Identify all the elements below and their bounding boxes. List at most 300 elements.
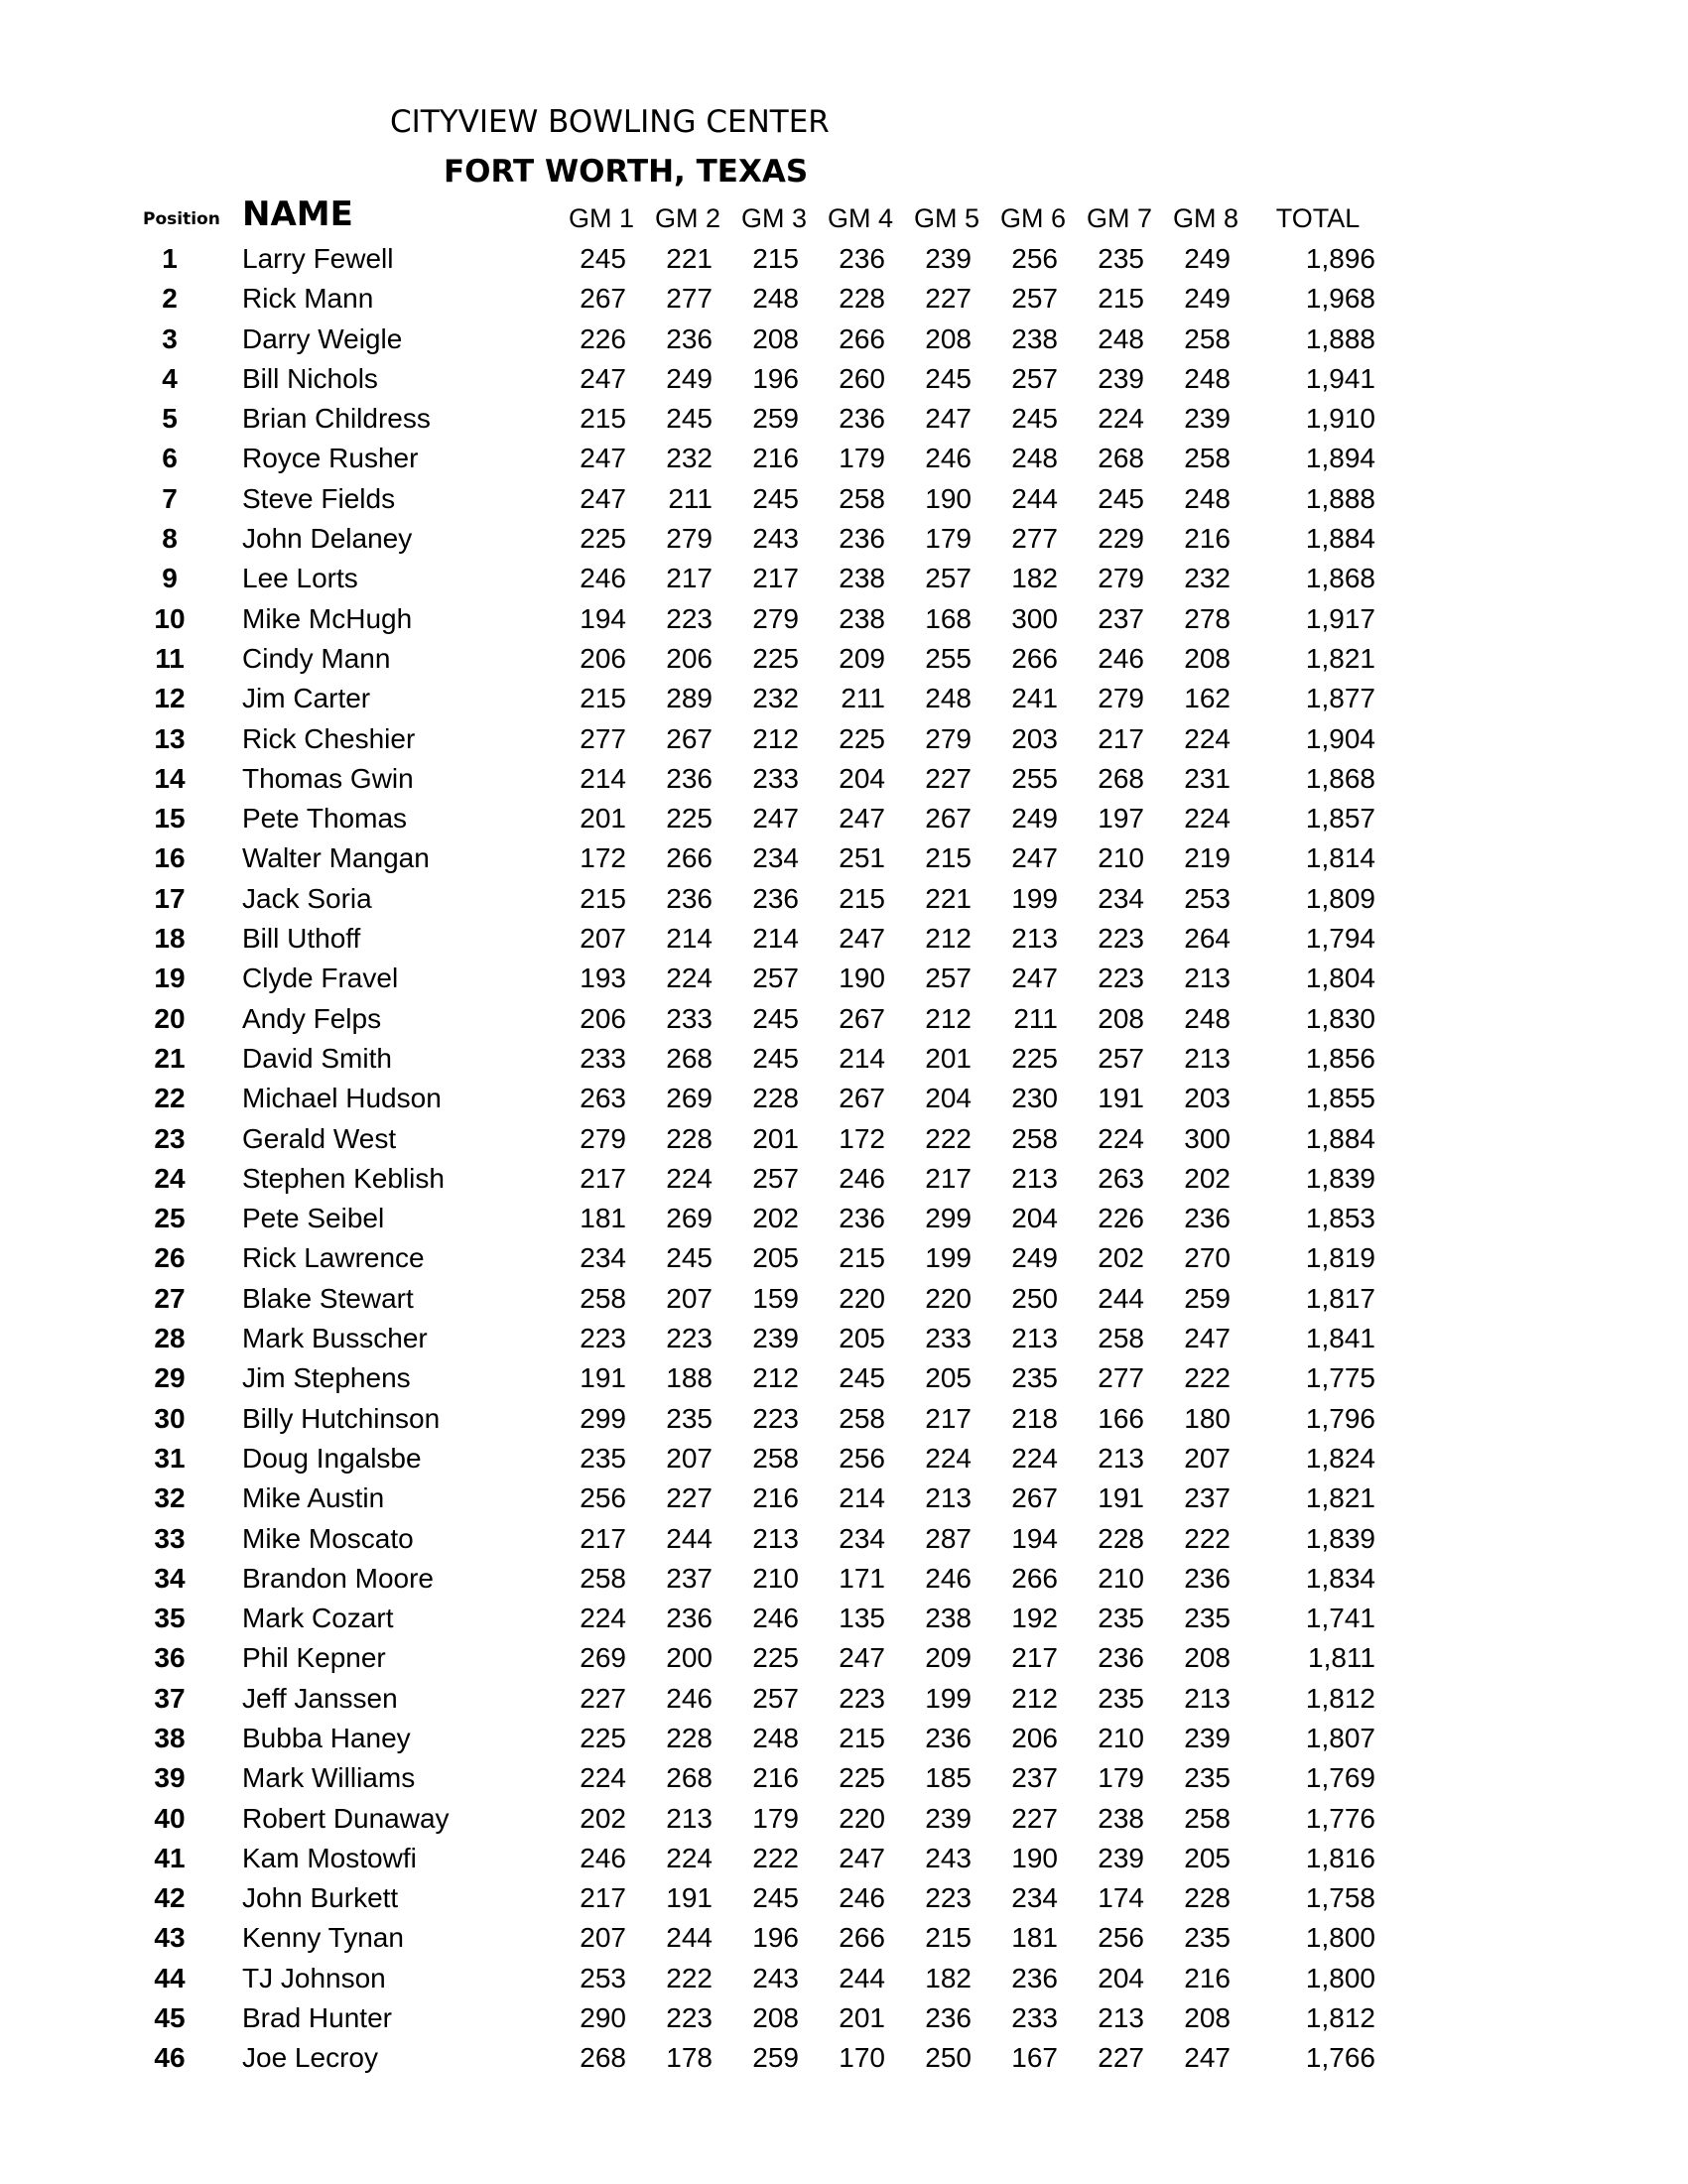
row-game-1-score: 247 (580, 443, 626, 474)
row-game-2-score: 207 (666, 1442, 713, 1474)
row-total: 1,839 (1305, 1522, 1375, 1554)
row-game-1-score: 227 (580, 1682, 626, 1714)
row-name: John Burkett (242, 1882, 399, 1914)
row-game-5-score: 185 (925, 1762, 972, 1794)
column-header-gm6: GM 6 (999, 203, 1066, 233)
table-row (0, 678, 1688, 717)
table-row (0, 1477, 1688, 1517)
table-row (0, 558, 1688, 597)
table-row (0, 438, 1688, 477)
row-game-2-score: 188 (666, 1362, 713, 1394)
row-game-1-score: 269 (580, 1642, 626, 1674)
table-row (0, 398, 1688, 438)
row-game-6-score: 247 (1011, 963, 1058, 994)
row-game-6-score: 277 (1011, 523, 1058, 555)
row-game-6-score: 249 (1011, 803, 1058, 835)
row-name: Thomas Gwin (242, 762, 414, 794)
row-game-6-score: 194 (1011, 1522, 1058, 1554)
row-game-8-score: 239 (1184, 1722, 1231, 1753)
row-game-2-score: 245 (666, 1242, 713, 1274)
row-name: Cindy Mann (242, 642, 391, 674)
row-position: 14 (154, 762, 186, 794)
row-game-6-score: 199 (1011, 882, 1058, 914)
row-position: 32 (154, 1482, 186, 1514)
row-game-1-score: 225 (580, 1722, 626, 1753)
row-name: Jack Soria (242, 882, 372, 914)
row-game-7-score: 238 (1098, 1802, 1144, 1834)
row-game-8-score: 258 (1184, 443, 1231, 474)
row-position: 33 (154, 1522, 186, 1554)
row-game-2-score: 244 (666, 1922, 713, 1954)
row-game-6-score: 230 (1011, 1083, 1058, 1114)
row-game-5-score: 245 (925, 362, 972, 394)
row-game-1-score: 246 (580, 1842, 626, 1873)
row-game-5-score: 227 (925, 283, 972, 315)
row-game-3-score: 243 (752, 523, 799, 555)
row-game-4-score: 220 (839, 1802, 885, 1834)
row-game-2-score: 225 (666, 803, 713, 835)
column-header-gm1: GM 1 (568, 203, 634, 233)
row-position: 4 (162, 362, 178, 394)
row-position: 28 (154, 1323, 186, 1354)
row-game-8-score: 208 (1184, 2002, 1231, 2034)
row-game-7-score: 258 (1098, 1323, 1144, 1354)
table-row (0, 638, 1688, 678)
row-name: Kam Mostowfi (242, 1842, 417, 1873)
row-name: Brad Hunter (242, 2002, 392, 2034)
row-game-2-score: 222 (666, 1962, 713, 1993)
row-game-8-score: 248 (1184, 362, 1231, 394)
row-game-5-score: 208 (925, 322, 972, 354)
row-game-8-score: 249 (1184, 283, 1231, 315)
row-game-3-score: 258 (752, 1442, 799, 1474)
row-game-1-score: 215 (580, 403, 626, 435)
row-game-2-score: 233 (666, 1002, 713, 1034)
row-game-5-score: 246 (925, 443, 972, 474)
row-total: 1,834 (1305, 1562, 1375, 1594)
row-game-6-score: 244 (1011, 482, 1058, 514)
row-game-7-score: 210 (1098, 1562, 1144, 1594)
row-game-4-score: 135 (839, 1603, 885, 1634)
row-position: 2 (162, 283, 178, 315)
row-game-7-score: 239 (1098, 1842, 1144, 1873)
row-game-3-score: 208 (752, 2002, 799, 2034)
row-name: Mark Williams (242, 1762, 416, 1794)
row-game-1-score: 225 (580, 523, 626, 555)
row-game-5-score: 220 (925, 1282, 972, 1314)
table-row (0, 238, 1688, 278)
row-game-8-score: 258 (1184, 322, 1231, 354)
row-game-1-score: 279 (580, 1122, 626, 1154)
row-game-1-score: 268 (580, 2042, 626, 2074)
row-game-7-score: 244 (1098, 1282, 1144, 1314)
row-game-3-score: 196 (752, 362, 799, 394)
row-game-3-score: 179 (752, 1802, 799, 1834)
row-game-7-score: 227 (1098, 2042, 1144, 2074)
row-total: 1,807 (1305, 1722, 1375, 1753)
row-game-1-score: 224 (580, 1603, 626, 1634)
row-name: Andy Felps (242, 1002, 382, 1034)
row-game-3-score: 245 (752, 1042, 799, 1074)
row-game-6-score: 203 (1011, 722, 1058, 754)
row-game-8-score: 270 (1184, 1242, 1231, 1274)
table-row (0, 1357, 1688, 1397)
row-game-1-score: 247 (580, 482, 626, 514)
row-game-3-score: 213 (752, 1522, 799, 1554)
table-row (0, 478, 1688, 518)
row-game-1-score: 299 (580, 1402, 626, 1434)
row-game-7-score: 248 (1098, 322, 1144, 354)
table-row (0, 1838, 1688, 1877)
row-game-4-score: 247 (839, 1642, 885, 1674)
column-header-position: Position (143, 209, 220, 229)
row-game-2-score: 289 (666, 683, 713, 714)
row-name: Mark Busscher (242, 1323, 428, 1354)
row-game-3-score: 246 (752, 1603, 799, 1634)
row-total: 1,812 (1305, 2002, 1375, 2034)
row-game-7-score: 191 (1098, 1083, 1144, 1114)
row-game-3-score: 243 (752, 1962, 799, 1993)
row-game-3-score: 208 (752, 322, 799, 354)
row-name: Mark Cozart (242, 1603, 394, 1634)
row-game-3-score: 257 (752, 1162, 799, 1194)
row-game-2-score: 211 (668, 482, 713, 514)
row-total: 1,888 (1305, 482, 1375, 514)
row-position: 21 (154, 1042, 186, 1074)
row-game-8-score: 235 (1184, 1922, 1231, 1954)
row-game-8-score: 237 (1184, 1482, 1231, 1514)
row-game-7-score: 217 (1098, 722, 1144, 754)
row-game-2-score: 245 (666, 403, 713, 435)
row-game-7-score: 235 (1098, 243, 1144, 274)
row-game-8-score: 224 (1184, 803, 1231, 835)
row-game-5-score: 224 (925, 1442, 972, 1474)
table-row (0, 1798, 1688, 1838)
row-game-7-score: 237 (1098, 602, 1144, 634)
row-game-7-score: 279 (1098, 563, 1144, 594)
row-game-3-score: 216 (752, 1762, 799, 1794)
row-game-2-score: 224 (666, 963, 713, 994)
row-game-6-score: 213 (1011, 1162, 1058, 1194)
row-game-7-score: 268 (1098, 762, 1144, 794)
row-total: 1,817 (1305, 1282, 1375, 1314)
row-game-1-score: 193 (580, 963, 626, 994)
row-game-1-score: 234 (580, 1242, 626, 1274)
row-total: 1,896 (1305, 243, 1375, 274)
row-game-4-score: 266 (839, 1922, 885, 1954)
row-name: Jim Stephens (242, 1362, 411, 1394)
table-row (0, 918, 1688, 958)
row-position: 29 (154, 1362, 186, 1394)
row-game-7-score: 268 (1098, 443, 1144, 474)
row-game-6-score: 241 (1011, 683, 1058, 714)
row-name: Pete Thomas (242, 803, 408, 835)
row-game-4-score: 247 (839, 803, 885, 835)
row-game-3-score: 245 (752, 482, 799, 514)
row-game-4-score: 225 (839, 1762, 885, 1794)
row-total: 1,821 (1305, 642, 1375, 674)
row-game-2-score: 227 (666, 1482, 713, 1514)
row-game-2-score: 268 (666, 1762, 713, 1794)
row-game-1-score: 277 (580, 722, 626, 754)
table-row (0, 1237, 1688, 1277)
row-game-8-score: 236 (1184, 1203, 1231, 1234)
row-position: 24 (154, 1162, 186, 1194)
row-total: 1,857 (1305, 803, 1375, 835)
row-game-7-score: 210 (1098, 1722, 1144, 1753)
table-row (0, 1398, 1688, 1438)
row-position: 44 (154, 1962, 186, 1993)
row-game-1-score: 214 (580, 762, 626, 794)
row-game-1-score: 247 (580, 362, 626, 394)
row-game-6-score: 211 (1013, 1002, 1058, 1034)
table-row (0, 278, 1688, 318)
row-game-4-score: 190 (839, 963, 885, 994)
row-game-7-score: 229 (1098, 523, 1144, 555)
row-total: 1,856 (1305, 1042, 1375, 1074)
row-game-6-score: 190 (1011, 1842, 1058, 1873)
row-game-6-score: 237 (1011, 1762, 1058, 1794)
row-game-5-score: 243 (925, 1842, 972, 1873)
row-game-4-score: 204 (839, 762, 885, 794)
row-game-6-score: 248 (1011, 443, 1058, 474)
row-game-7-score: 210 (1098, 842, 1144, 874)
row-game-2-score: 236 (666, 322, 713, 354)
table-row (0, 518, 1688, 558)
row-game-5-score: 248 (925, 683, 972, 714)
row-game-1-score: 207 (580, 1922, 626, 1954)
row-game-7-score: 235 (1098, 1603, 1144, 1634)
row-position: 27 (154, 1282, 186, 1314)
row-game-4-score: 171 (839, 1562, 885, 1594)
row-position: 20 (154, 1002, 186, 1034)
row-name: Doug Ingalsbe (242, 1442, 422, 1474)
standings-table (0, 238, 1688, 2078)
row-total: 1,877 (1305, 683, 1375, 714)
row-name: TJ Johnson (242, 1962, 386, 1993)
row-position: 11 (155, 642, 185, 674)
row-game-8-score: 264 (1184, 923, 1231, 955)
row-position: 19 (154, 963, 186, 994)
row-game-1-score: 206 (580, 1002, 626, 1034)
row-game-4-score: 234 (839, 1522, 885, 1554)
row-position: 36 (154, 1642, 186, 1674)
row-game-7-score: 256 (1098, 1922, 1144, 1954)
row-game-3-score: 212 (752, 1362, 799, 1394)
row-game-3-score: 215 (752, 243, 799, 274)
row-game-2-score: 236 (666, 1603, 713, 1634)
row-game-3-score: 236 (752, 882, 799, 914)
table-row (0, 1997, 1688, 2037)
row-game-7-score: 224 (1098, 1122, 1144, 1154)
row-game-4-score: 258 (839, 482, 885, 514)
row-position: 13 (154, 722, 186, 754)
row-game-5-score: 287 (925, 1522, 972, 1554)
row-game-5-score: 217 (925, 1402, 972, 1434)
row-game-4-score: 238 (839, 602, 885, 634)
row-total: 1,884 (1305, 1122, 1375, 1154)
row-game-2-score: 221 (666, 243, 713, 274)
row-game-1-score: 235 (580, 1442, 626, 1474)
row-game-6-score: 212 (1011, 1682, 1058, 1714)
row-game-4-score: 238 (839, 563, 885, 594)
row-game-8-score: 216 (1184, 523, 1231, 555)
row-game-6-score: 234 (1011, 1882, 1058, 1914)
row-game-8-score: 231 (1184, 762, 1231, 794)
table-row (0, 1637, 1688, 1677)
row-game-8-score: 258 (1184, 1802, 1231, 1834)
row-game-4-score: 251 (839, 842, 885, 874)
row-game-8-score: 247 (1184, 1323, 1231, 1354)
row-game-4-score: 236 (839, 243, 885, 274)
row-game-2-score: 213 (666, 1802, 713, 1834)
row-game-2-score: 214 (666, 923, 713, 955)
row-game-5-score: 204 (925, 1083, 972, 1114)
row-game-6-score: 204 (1011, 1203, 1058, 1234)
row-game-2-score: 246 (666, 1682, 713, 1714)
row-game-7-score: 215 (1098, 283, 1144, 315)
row-position: 30 (154, 1402, 186, 1434)
row-game-1-score: 201 (580, 803, 626, 835)
row-game-8-score: 222 (1184, 1522, 1231, 1554)
document-title: CITYVIEW BOWLING CENTER (390, 104, 830, 140)
row-game-2-score: 269 (666, 1203, 713, 1234)
row-game-4-score: 223 (839, 1682, 885, 1714)
row-total: 1,741 (1305, 1603, 1375, 1634)
row-game-7-score: 213 (1098, 1442, 1144, 1474)
row-game-3-score: 248 (752, 283, 799, 315)
row-game-2-score: 244 (666, 1522, 713, 1554)
row-game-2-score: 217 (666, 563, 713, 594)
row-game-6-score: 250 (1011, 1282, 1058, 1314)
row-game-6-score: 233 (1011, 2002, 1058, 2034)
table-row (0, 1198, 1688, 1237)
row-name: Brandon Moore (242, 1562, 435, 1594)
table-row (0, 1958, 1688, 1997)
row-game-1-score: 258 (580, 1282, 626, 1314)
row-name: Stephen Keblish (242, 1162, 445, 1194)
row-position: 9 (162, 563, 178, 594)
row-position: 46 (154, 2042, 186, 2074)
row-game-6-score: 257 (1011, 362, 1058, 394)
row-game-2-score: 279 (666, 523, 713, 555)
row-name: John Delaney (242, 523, 413, 555)
row-total: 1,917 (1305, 602, 1375, 634)
table-row (0, 1278, 1688, 1318)
row-total: 1,796 (1305, 1402, 1375, 1434)
row-game-8-score: 236 (1184, 1562, 1231, 1594)
row-game-5-score: 215 (925, 842, 972, 874)
row-game-3-score: 257 (752, 963, 799, 994)
row-game-2-score: 178 (666, 2042, 713, 2074)
row-game-1-score: 207 (580, 923, 626, 955)
row-position: 31 (154, 1442, 186, 1474)
row-game-2-score: 236 (666, 882, 713, 914)
row-position: 3 (162, 322, 178, 354)
row-game-3-score: 202 (752, 1203, 799, 1234)
row-game-6-score: 235 (1011, 1362, 1058, 1394)
row-game-8-score: 216 (1184, 1962, 1231, 1993)
row-game-5-score: 215 (925, 1922, 972, 1954)
row-game-5-score: 190 (925, 482, 972, 514)
row-name: Jim Carter (242, 683, 371, 714)
row-game-5-score: 199 (925, 1242, 972, 1274)
row-game-2-score: 200 (666, 1642, 713, 1674)
row-game-2-score: 228 (666, 1722, 713, 1753)
row-total: 1,800 (1305, 1922, 1375, 1954)
row-name: Rick Mann (242, 283, 374, 315)
row-game-6-score: 224 (1011, 1442, 1058, 1474)
row-total: 1,941 (1305, 362, 1375, 394)
row-game-3-score: 205 (752, 1242, 799, 1274)
row-game-7-score: 239 (1098, 362, 1144, 394)
row-total: 1,821 (1305, 1482, 1375, 1514)
row-position: 25 (154, 1203, 186, 1234)
row-name: Royce Rusher (242, 443, 419, 474)
row-name: David Smith (242, 1042, 392, 1074)
row-game-5-score: 222 (925, 1122, 972, 1154)
row-game-5-score: 236 (925, 2002, 972, 2034)
table-row (0, 718, 1688, 758)
row-game-3-score: 245 (752, 1882, 799, 1914)
row-game-7-score: 277 (1098, 1362, 1144, 1394)
row-game-1-score: 217 (580, 1522, 626, 1554)
row-game-5-score: 199 (925, 1682, 972, 1714)
row-game-8-score: 213 (1184, 1042, 1231, 1074)
row-game-1-score: 233 (580, 1042, 626, 1074)
row-game-6-score: 181 (1011, 1922, 1058, 1954)
row-game-1-score: 217 (580, 1882, 626, 1914)
row-game-6-score: 255 (1011, 762, 1058, 794)
row-name: Mike Moscato (242, 1522, 414, 1554)
row-game-3-score: 216 (752, 1482, 799, 1514)
row-position: 26 (154, 1242, 186, 1274)
row-game-4-score: 215 (839, 882, 885, 914)
row-game-4-score: 214 (839, 1042, 885, 1074)
row-game-6-score: 249 (1011, 1242, 1058, 1274)
row-game-3-score: 223 (752, 1402, 799, 1434)
row-name: Michael Hudson (242, 1083, 442, 1114)
row-name: Steve Fields (242, 482, 396, 514)
table-row (0, 2037, 1688, 2077)
row-game-8-score: 253 (1184, 882, 1231, 914)
row-game-8-score: 224 (1184, 722, 1231, 754)
row-game-3-score: 248 (752, 1722, 799, 1753)
row-position: 17 (154, 882, 186, 914)
row-game-5-score: 217 (925, 1162, 972, 1194)
row-game-4-score: 246 (839, 1162, 885, 1194)
table-row (0, 998, 1688, 1038)
row-game-4-score: 209 (839, 642, 885, 674)
row-name: Darry Weigle (242, 322, 403, 354)
row-total: 1,884 (1305, 523, 1375, 555)
row-game-5-score: 213 (925, 1482, 972, 1514)
table-row (0, 1518, 1688, 1558)
row-game-3-score: 222 (752, 1842, 799, 1873)
row-total: 1,819 (1305, 1242, 1375, 1274)
row-game-2-score: 268 (666, 1042, 713, 1074)
row-game-5-score: 182 (925, 1962, 972, 1993)
row-total: 1,812 (1305, 1682, 1375, 1714)
row-name: Kenny Tynan (242, 1922, 404, 1954)
column-header-gm5: GM 5 (913, 203, 979, 233)
row-game-5-score: 257 (925, 963, 972, 994)
row-game-7-score: 236 (1098, 1642, 1144, 1674)
row-game-4-score: 211 (841, 683, 885, 714)
row-total: 1,868 (1305, 762, 1375, 794)
row-game-4-score: 220 (839, 1282, 885, 1314)
row-game-4-score: 267 (839, 1083, 885, 1114)
